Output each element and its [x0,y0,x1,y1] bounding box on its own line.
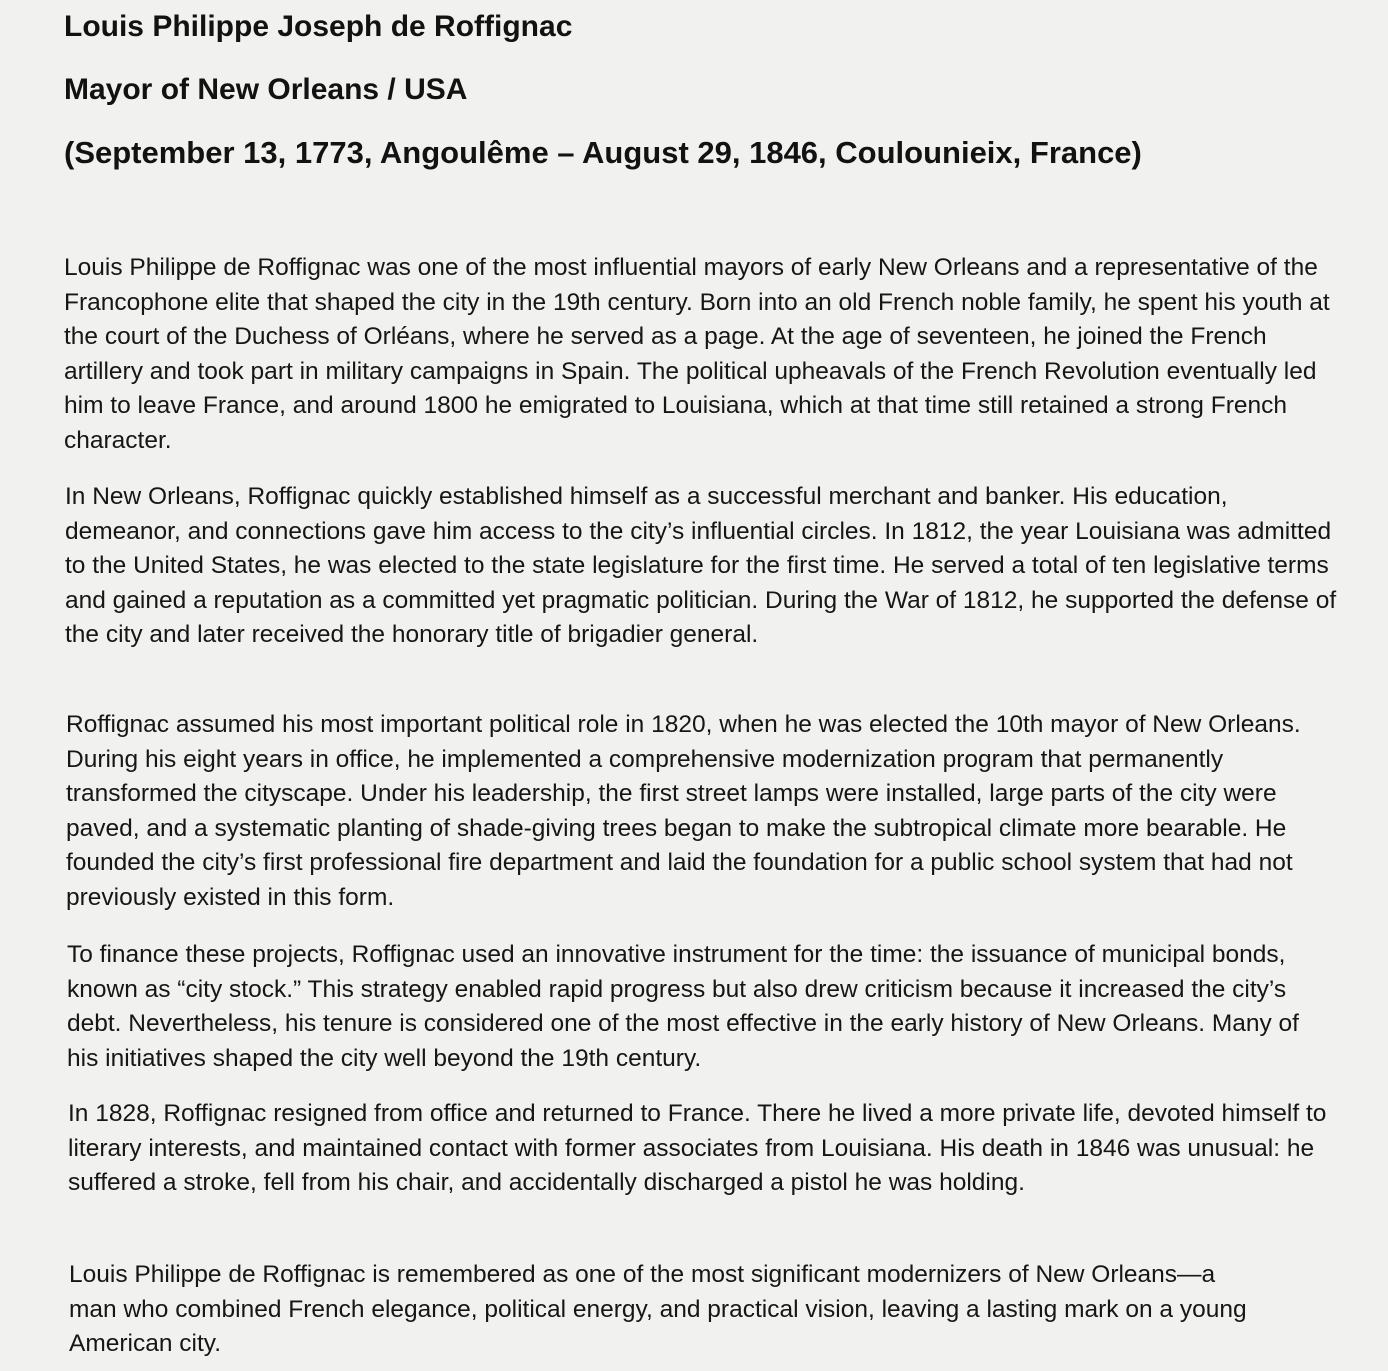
paragraph-legacy: Louis Philippe de Roffignac is remembered as one of the most significant modernizers of New Orleans—a man who combined French elegance, political energy, and practical vision, leaving a lasting mark on a young American city. [69,1261,1247,1357]
paragraph-later-life: In 1828, Roffignac resigned from office and returned to France. There he lived a more private life, devoted himself to literary interests, and maintained contact with former associates from Louisiana. His death in 1846 was unusual: he suffered a stroke, fell from his chair, and accidentally discharged a pistol he was holding. [68,1100,1327,1196]
paragraph-early-life: Louis Philippe de Roffignac was one of the most influential mayors of early New Orleans and a representative of the Francophone elite that shaped the city in the 19th century. Born into an old French noble family, he spent his youth at the court of the Duchess of Orléans, where he served as a page. At the age of seventeen, he joined the French artillery and took part in military campaigns in Spain. The political upheavals of the French Revolution eventually led him to leave France, and around 1800 he emigrated to Louisiana, which at that time still retained a strong French character. [64,254,1330,454]
paragraph-finance: To finance these projects, Roffignac used an innovative instrument for the time: the issuance of municipal bonds, known as “city stock.” This strategy enabled rapid progress but also drew criticism because it increased the city’s debt. Nevertheless, his tenure is considered one of the most effective in the early history of New Orleans. Many of his initiatives shaped the city well beyond the 19th century. [67,941,1299,1072]
title-role: Mayor of New Orleans / USA [64,73,468,106]
paragraph-new-orleans-career: In New Orleans, Roffignac quickly established himself as a successful merchant and banker. His education, demeanor, and connections gave him access to the city’s influential circles. In 1812, the year Louisiana was admitted to the United States, he was elected to the state legislature for the first time. He served a total of ten legislative terms and gained a reputation as a committed yet pragmatic politician. During the War of 1812, he supported the defense of the city and later received the honorary title of brigadier general. [65,483,1337,648]
title-dates: (September 13, 1773, Angoulême – August 29, 1846, Coulounieix, France) [64,135,1142,170]
paragraph-mayoralty: Roffignac assumed his most important political role in 1820, when he was elected the 10th mayor of New Orleans. During his eight years in office, he implemented a comprehensive modernization program that permanently transformed the cityscape. Under his leadership, the first street lamps were installed, large parts of the city were paved, and a systematic planting of shade-giving trees began to make the subtropical climate more bearable. He founded the city’s first professional fire department and laid the foundation for a public school system that had not previously existed in this form. [66,711,1301,911]
title-name: Louis Philippe Joseph de Roffignac [64,10,573,43]
